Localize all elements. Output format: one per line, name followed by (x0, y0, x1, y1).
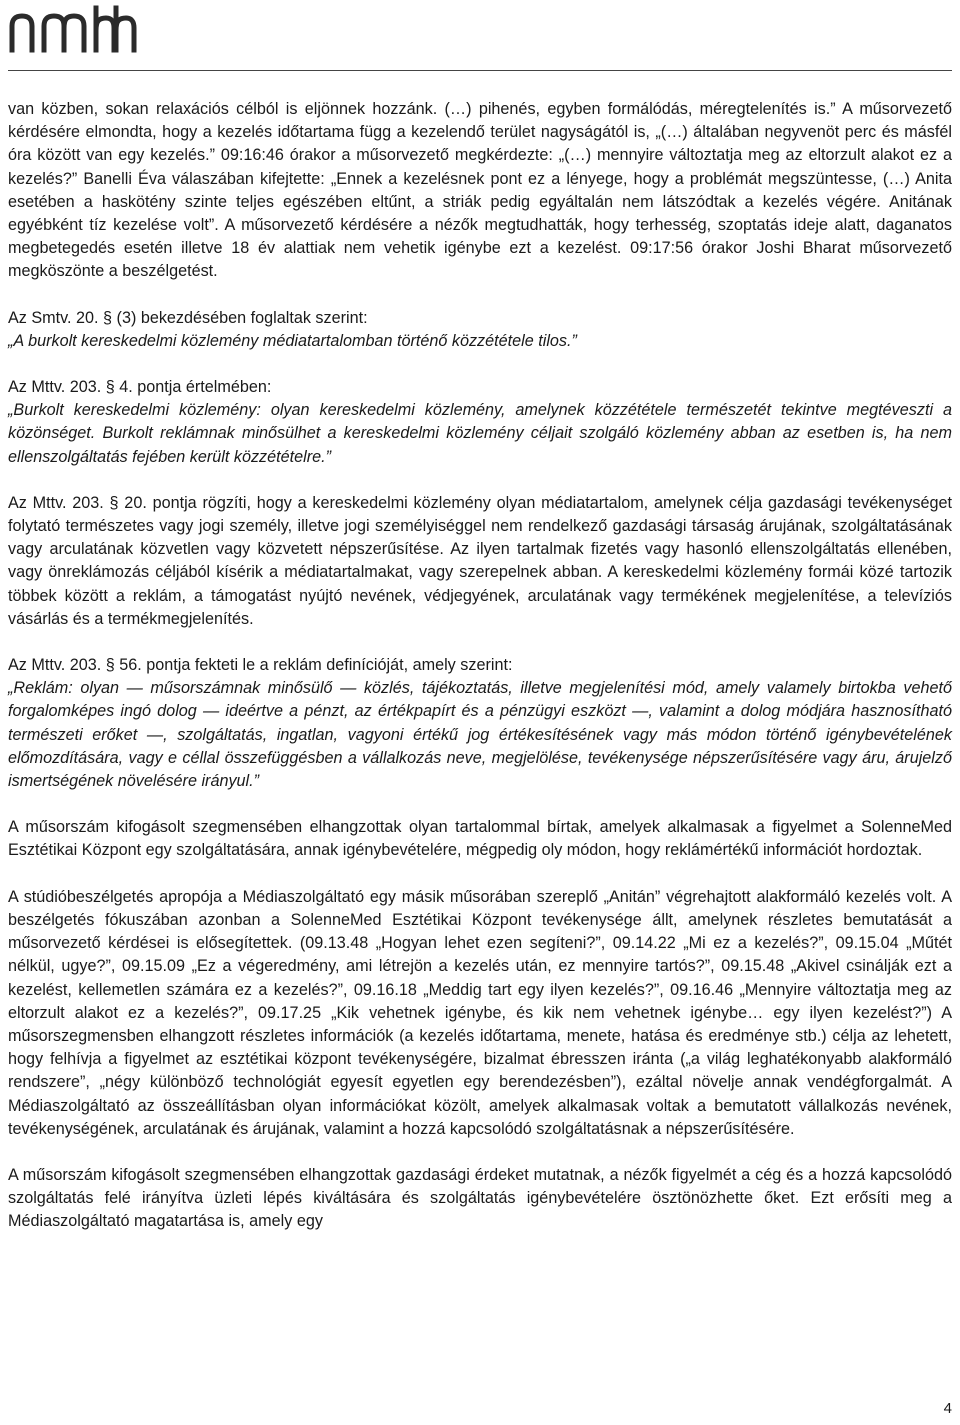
paragraph-mttv-56-intro: Az Mttv. 203. § 56. pontja fekteti le a reklám definícióját, amely szerint: (8, 656, 513, 675)
nmhh-logo (8, 4, 138, 56)
header-divider (8, 70, 952, 71)
paragraph-segment-assessment: A műsorszám kifogásolt szegmensében elhangzottak olyan tartalommal bírtak, amelyek alkalmasak a figyelmet a SolenneMed Esztétikai Központ egy szolgáltatására, annak igénybevételére, mégpedig oly módon, hogy reklámértékű információt hordoztak. (8, 818, 952, 860)
paragraph-interview: van közben, sokan relaxációs célból is eljönnek hozzánk. (…) pihenés, egyben formálódás, méregtelenítés is.” A műsorvezető kérdésére elmondta, hogy a kezelés időtartama függ a kezelendő terület nagyságától is, „(…) általában negyvenöt perc és másfél óra között van egy kezelés.” 09:16:46 órakor a műsorvezető megkérdezte: „(…) mennyire változtatja meg az eltorzult alakot ez a kezelés?” Banelli Éva válaszában kifejtette: „Ennek a kezelésnek pont ez a lényege, hogy a problémát megszüntesse, (…) Anita esetében a haskötény szinte teljes egészében eltűnt, a striák pedig egyáltalán nem látszódtak a kezelés végére. Anitának egyébként tíz kezelése volt”. A műsorvezető kérdésére a nézők megtudhatták, hogy terhesség, szoptatás ideje alatt, daganatos megbetegedés esetén illetve 18 év alattiak nem vehetik igénybe ezt a kezelést. 09:17:56 órakor Joshi Bharat műsorvezető megköszönte a beszélgetést. (8, 100, 952, 281)
paragraph-mttv-4-intro: Az Mttv. 203. § 4. pontja értelmében: (8, 378, 272, 397)
quote-mttv-56: „Reklám: olyan — műsorszámnak minősülő — közlés, tájékoztatás, illetve megjelenítési mód, amely valamely birtokba vehető forgalomképes ingó dolog — ideértve a pénzt, az értékpapírt és a pénzügyi eszközt —, valamint a dolog módjára hasznosítható természeti erőket —, szolgáltatás, ingatlan, vagyoni értékű jog értékesítésének vagy más módon történő igénybevételének előmozdítására, vagy e céllal összefüggésben a vállalkozás neve, megjelölése, tevékenysége népszerűsítésére vagy áru, árujelző ismertségének növelésére irányul.” (8, 679, 952, 791)
document-body (8, 98, 952, 1257)
paragraph-economic-interest: A műsorszám kifogásolt szegmensében elhangzottak gazdasági érdeket mutatnak, a nézők figyelmét a cég és a hozzá kapcsolódó szolgáltatás felé irányítva üzleti lépés kiváltására és szolgáltatás igénybevételére ösztönözhette őket. Ezt erősíti meg a Médiaszolgáltató magatartása is, amely egy (8, 1165, 952, 1231)
page-number: 4 (943, 1400, 952, 1417)
page-header (8, 4, 952, 86)
paragraph-mttv-20: Az Mttv. 203. § 20. pontja rögzíti, hogy a kereskedelmi közlemény olyan médiatartalom, amelynek célja gazdasági tevékenységet folytató természetes vagy jogi személy, illetve jogi személyiséggel nem rendelkező gazdasági társaság árujának, szolgáltatásának vagy arculatának közvetlen vagy közvetett népszerűsítése. Az ilyen tartalmak fizetés vagy hasonló ellenszolgáltatás ellenében, vagy önreklámozás céljából kísérik a médiatartalmakat, vagy szerepelnek abban. A kereskedelmi közlemény formái közé tartozik többek között a reklám, a támogatást nyújtó nevének, védjegyének, arculatának vagy termékének megjelenítése, a televíziós vásárlás és a termékmegjelenítés. (8, 493, 952, 628)
quote-smtv: „A burkolt kereskedelmi közlemény médiatartalomban történő közzététele tilos.” (8, 331, 577, 350)
quote-mttv-4: „Burkolt kereskedelmi közlemény: olyan kereskedelmi közlemény, amelynek közzététele természetét tekintve megtéveszti a közönséget. Burkolt reklámnak minősülhet a kereskedelmi közlemény céljait szolgáló közlemény abban az esetben is, ha nem ellenszolgáltatás fejében került közzétételre.” (8, 401, 952, 466)
paragraph-studio-discussion: A stúdióbeszélgetés apropója a Médiaszolgáltató egy másik műsorában szereplő „Anitán” végrehajtott alakformáló kezelés volt. A beszélgetés fókuszában azonban a SolenneMed Esztétikai Központ tevékenysége állt, amelynek részletes bemutatását a műsorvezető kérdései is elősegítettek. (09.13.48 „Hogyan lehet ezen segíteni?”, 09.14.22 „Mi ez a kezelés?”, 09.15.04 „Műtét nélkül, ugye?”, 09.15.09 „Ez a végeredmény, ami létrejön a kezelés után, ez mennyire tartós?”, 09.15.48 „Akivel csinálják ezt a kezelést, kellemetlen számára ez a kezelés?”, 09.16.18 „Meddig tart egy ilyen kezelés?”, 09.16.46 „Mennyire változtatja meg az eltorzult alakot ez a kezelés?”, 09.17.25 „Kik vehetnek igénybe, és kik nem vehetnek igénybe… egy ilyen kezelést?”) A műsorszegmensben elhangzott részletes információk (a kezelés időtartama, menete, hatása és eredménye stb.) célja az lehetett, hogy felhívja a figyelmet az esztétikai központ tevékenységére, bizalmat ébresszen iránta („a világ leghatékonyabb alakformáló rendszere”, „négy különböző technológiát egyesít egyetlen egy berendezésben”), ezáltal növelje annak vendégforgalmát. A Médiaszolgáltató az összeállításban olyan információkat közölt, amelyek alkalmasak voltak a bemutatott vállalkozás nevének, tevékenységének, arculatának és árujának, valamint a hozzá kapcsolódó szolgáltatásnak a népszerűsítésére. (8, 887, 952, 1138)
paragraph-smtv-intro: Az Smtv. 20. § (3) bekezdésében foglaltak szerint: (8, 308, 368, 327)
